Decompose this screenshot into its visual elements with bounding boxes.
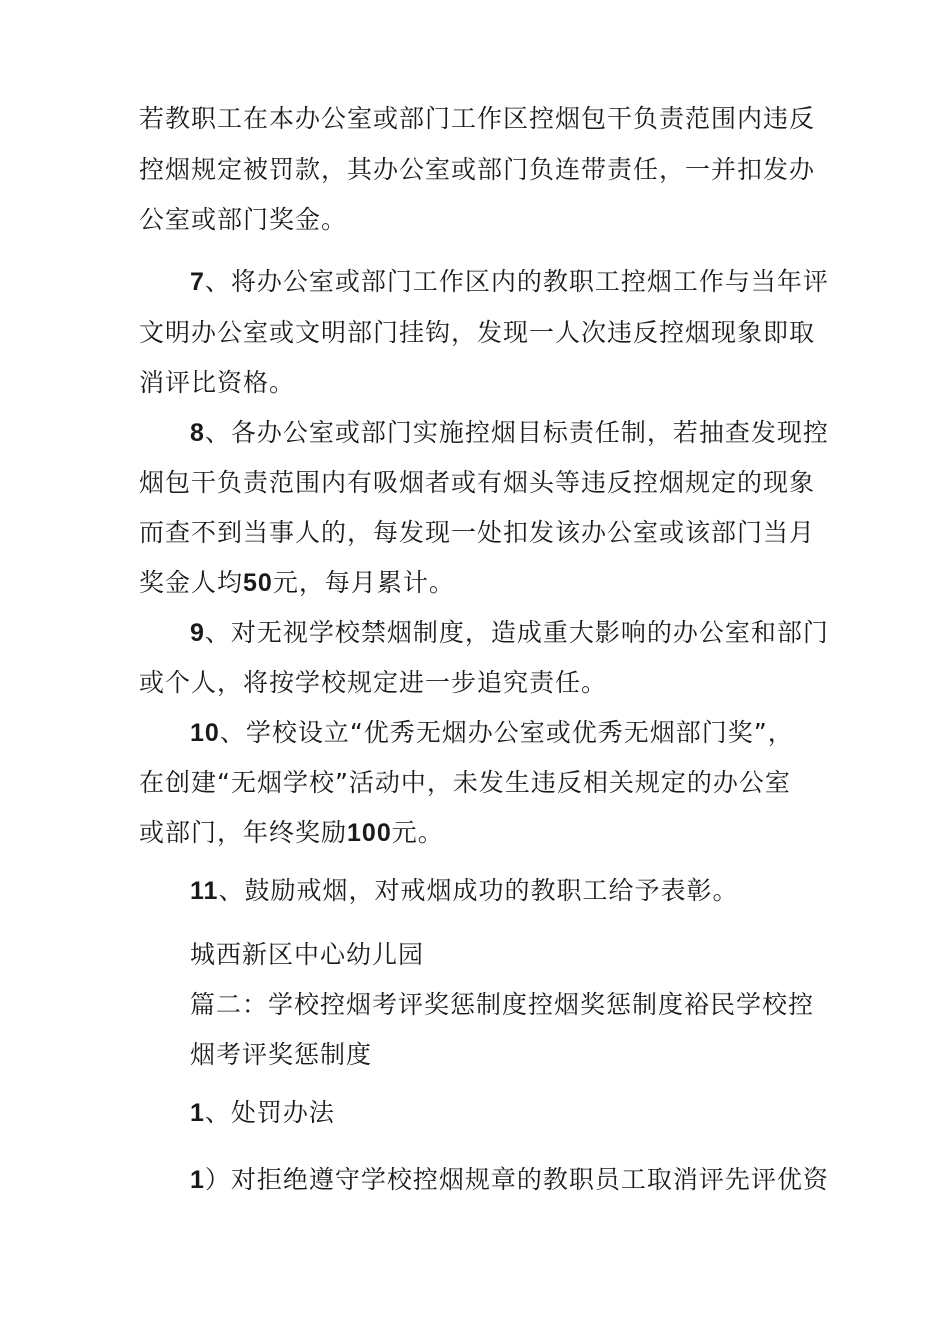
text-line: 或部门，年终奖励100元。 xyxy=(139,818,444,847)
text-line: 烟包干负责范围内有吸烟者或有烟头等违反控烟规定的现象 xyxy=(139,468,816,497)
organization-name: 城西新区中心幼儿园 xyxy=(190,940,425,969)
paragraph-11-start: 11、鼓励戒烟，对戒烟成功的教职工给予表彰。 xyxy=(190,876,739,905)
text-line: 奖金人均50元，每月累计。 xyxy=(139,568,455,597)
text-line: 文明办公室或文明部门挂钩，发现一人次违反控烟现象即取 xyxy=(139,318,816,347)
text-line: 消评比资格。 xyxy=(139,368,296,397)
text-line: 公室或部门奖金。 xyxy=(139,205,348,234)
text-line: 若教职工在本办公室或部门工作区控烟包干负责范围内违反 xyxy=(139,104,816,133)
paragraph-7-start: 7、将办公室或部门工作区内的教职工控烟工作与当年评 xyxy=(190,267,829,296)
section-heading-continued: 烟考评奖惩制度 xyxy=(190,1040,373,1069)
paragraph-8-start: 8、各办公室或部门实施控烟目标责任制，若抽查发现控 xyxy=(190,418,829,447)
subsection-heading: 1、处罚办法 xyxy=(190,1098,335,1127)
paragraph-9-start: 9、对无视学校禁烟制度，造成重大影响的办公室和部门 xyxy=(190,618,829,647)
paragraph-10-start: 10、学校设立“优秀无烟办公室或优秀无烟部门奖”， xyxy=(190,718,794,747)
text-line: 控烟规定被罚款，其办公室或部门负连带责任，一并扣发办 xyxy=(139,155,816,184)
list-item-start: 1）对拒绝遵守学校控烟规章的教职员工取消评先评优资 xyxy=(190,1165,829,1194)
text-line: 在创建“无烟学校”活动中，未发生违反相关规定的办公室 xyxy=(139,768,791,797)
text-line: 或个人，将按学校规定进一步追究责任。 xyxy=(139,668,608,697)
text-line: 而查不到当事人的，每发现一处扣发该办公室或该部门当月 xyxy=(139,518,816,547)
section-heading: 篇二：学校控烟考评奖惩制度控烟奖惩制度裕民学校控 xyxy=(190,990,815,1019)
